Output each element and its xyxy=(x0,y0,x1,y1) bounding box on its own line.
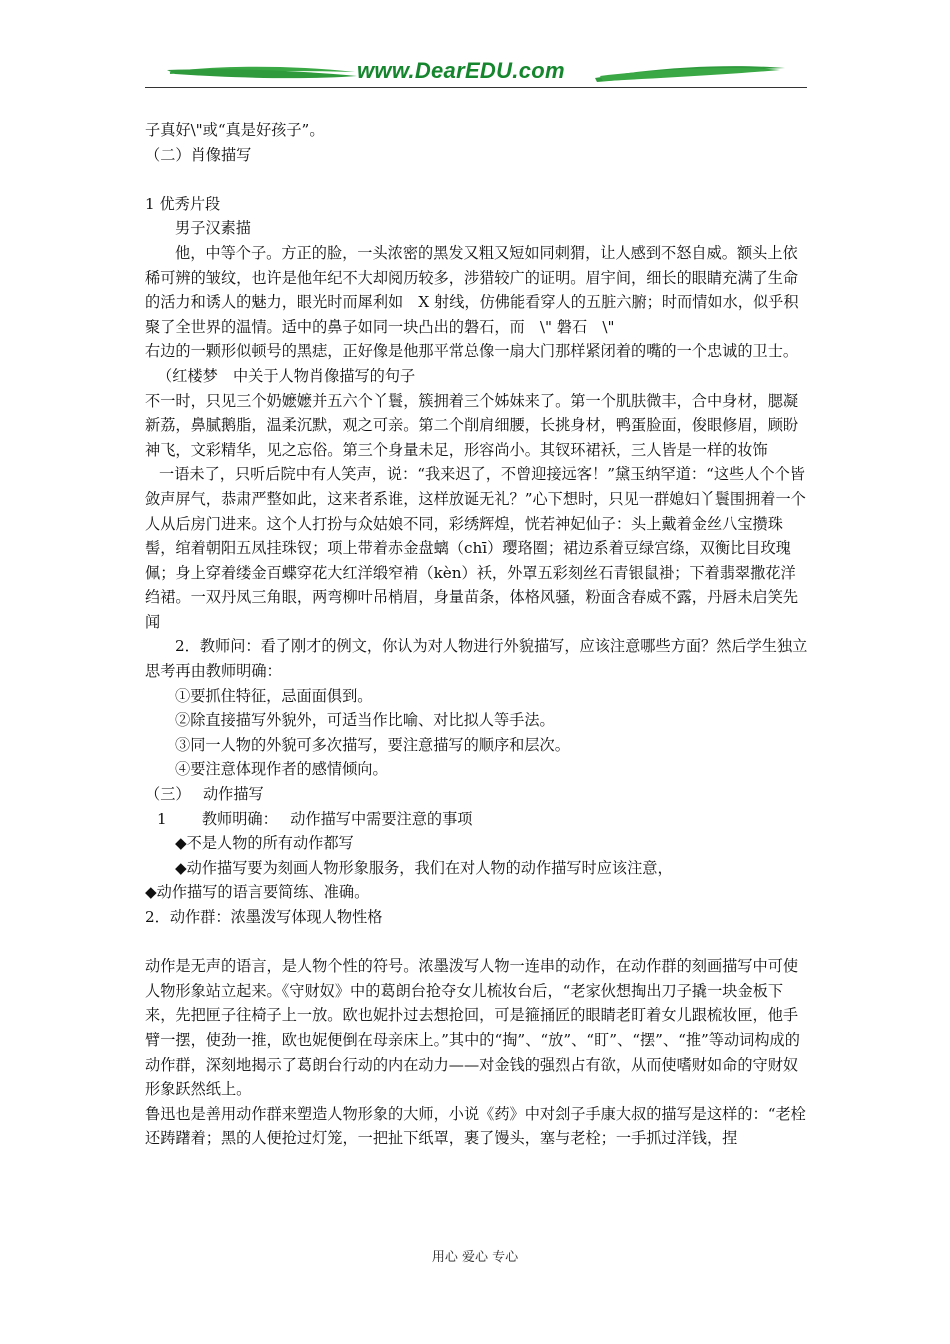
header-rule xyxy=(145,87,807,88)
paragraph: 不一时，只见三个奶嬷嬷并五六个丫鬟，簇拥着三个姊妹来了。第一个肌肤微丰，合中身材，腮凝新荔，鼻腻鹅脂，温柔沉默，观之可亲。第二个削肩细腰，长挑身材，鸭蛋脸面，俊眼修眉，顾盼神飞，文彩精华，见之忘俗。第三个身量未足，形容尚小。其钗环裙袄，三人皆是一样的妆饰 xyxy=(145,391,799,459)
paragraph: ③同一人物的外貌可多次描写，要注意描写的顺序和层次。 xyxy=(175,735,570,754)
paragraph: 动作是无声的语言，是人物个性的符号。浓墨泼写人物一连串的动作，在动作群的刻画描写中可使人物形象站立起来。《守财奴》中的葛朗台抢夺女儿梳妆台后，“老家伙想掏出刀子撬一块金板下来，先把匣子往椅子上一放。欧也妮扑过去想抢回，可是箍捅匠的眼睛老盯着女儿跟梳妆匣，他手臂一摆，使劲一推，欧也妮便倒在母亲床上。”其中的“掏”、“放”、“盯”、“摆”、“推”等动词构成的动作群，深刻地揭示了葛朗台行动的内在动力——对金钱的强烈占有欲，从而使嗜财如命的守财奴形象跃然纸上。 xyxy=(145,957,800,1099)
paragraph: ①要抓住特征，忌面面俱到。 xyxy=(175,686,373,705)
paragraph: ◆动作描写的语言要简练、准确。 xyxy=(145,883,370,902)
paragraph: ◆不是人物的所有动作都写 xyxy=(175,834,354,853)
paragraph: ④要注意体现作者的感情倾向。 xyxy=(175,760,388,779)
paragraph: 他，中等个子。方正的脸，一头浓密的黑发又粗又短如同刺猬，让人感到不怒自威。额头上依稀可辨的皱纹，也许是他年纪不大却阅历较多，涉猎较广的证明。眉宇间，细长的眼睛充满了生命的活力和诱人的魅力，眼光时而犀利如 X 射线，仿佛能看穿人的五脏六腑；时而情如水，似乎积聚了全世界的温情。适中的鼻子如同一块凸出的磐石，而 \" 磐石 \" xyxy=(145,243,799,336)
header-site-name: www.DearEDU.com xyxy=(357,58,565,83)
paragraph: ◆动作描写要为刻画人物形象服务，我们在对人物的动作描写时应该注意， xyxy=(175,858,673,877)
paragraph: ②除直接描写外貌外，可适当作比喻、对比拟人等手法。 xyxy=(175,711,555,730)
blank-line xyxy=(145,930,809,955)
paragraph: 2．动作群：浓墨泼写体现人物性格 xyxy=(145,908,383,926)
paragraph: （红楼梦 中关于人物肖像描写的句子 xyxy=(157,366,416,385)
paragraph: 1 教师明确： 动作描写中需要注意的事项 xyxy=(157,809,473,828)
blank-line xyxy=(145,167,809,192)
document-body xyxy=(145,118,809,1151)
paragraph: 子真好\"或“真是好孩子”。 xyxy=(145,121,325,139)
paragraph: 2．教师问：看了刚才的例文，你认为对人物进行外貌描写，应该注意哪些方面？然后学生独立思考再由教师明确： xyxy=(145,637,808,681)
paragraph: 右边的一颗形似顿号的黑痣，正好像是他那平常总像一扇大门那样紧闭着的嘴的一个忠诚的卫士。 xyxy=(145,342,799,361)
paragraph: 一语未了，只听后院中有人笑声，说：“我来迟了，不曾迎接远客！”黛玉纳罕道：“这些人个个皆敛声屏气，恭肃严整如此，这来者系谁，这样放诞无礼？”心下想时，只见一群媳妇丫鬟围拥着一个人从后房门进来。这个人打扮与众姑娘不同，彩绣辉煌，恍若神妃仙子：头上戴着金丝八宝攒珠髻，绾着朝阳五凤挂珠钗；项上带着赤金盘螭（chī）璎珞圈；裙边系着豆绿宫绦，双衡比目玫瑰佩；身上穿着缕金百蝶穿花大红洋缎窄褃（kèn）袄，外罩五彩刻丝石青银鼠褂；下着翡翠撒花洋绉裙。一双丹凤三角眼，两弯柳叶吊梢眉，身量苗条，体格风骚，粉面含春威不露，丹唇未启笑先闻 xyxy=(145,465,806,631)
paragraph: （三） 动作描写 xyxy=(145,785,264,804)
page-footer: 用心 爱心 专心 xyxy=(431,1250,519,1265)
paragraph: 1 优秀片段 xyxy=(145,194,221,213)
paragraph: 鲁迅也是善用动作群来塑造人物形象的大师，小说《药》中对刽子手康大叔的描写是这样的：“老栓还踌躇着；黑的人便抢过灯笼，一把扯下纸罩，裹了馒头，塞与老栓；一手抓过洋钱，捏 xyxy=(145,1104,806,1148)
paragraph: （二）肖像描写 xyxy=(145,145,252,164)
paragraph: 男子汉素描 xyxy=(175,219,251,238)
